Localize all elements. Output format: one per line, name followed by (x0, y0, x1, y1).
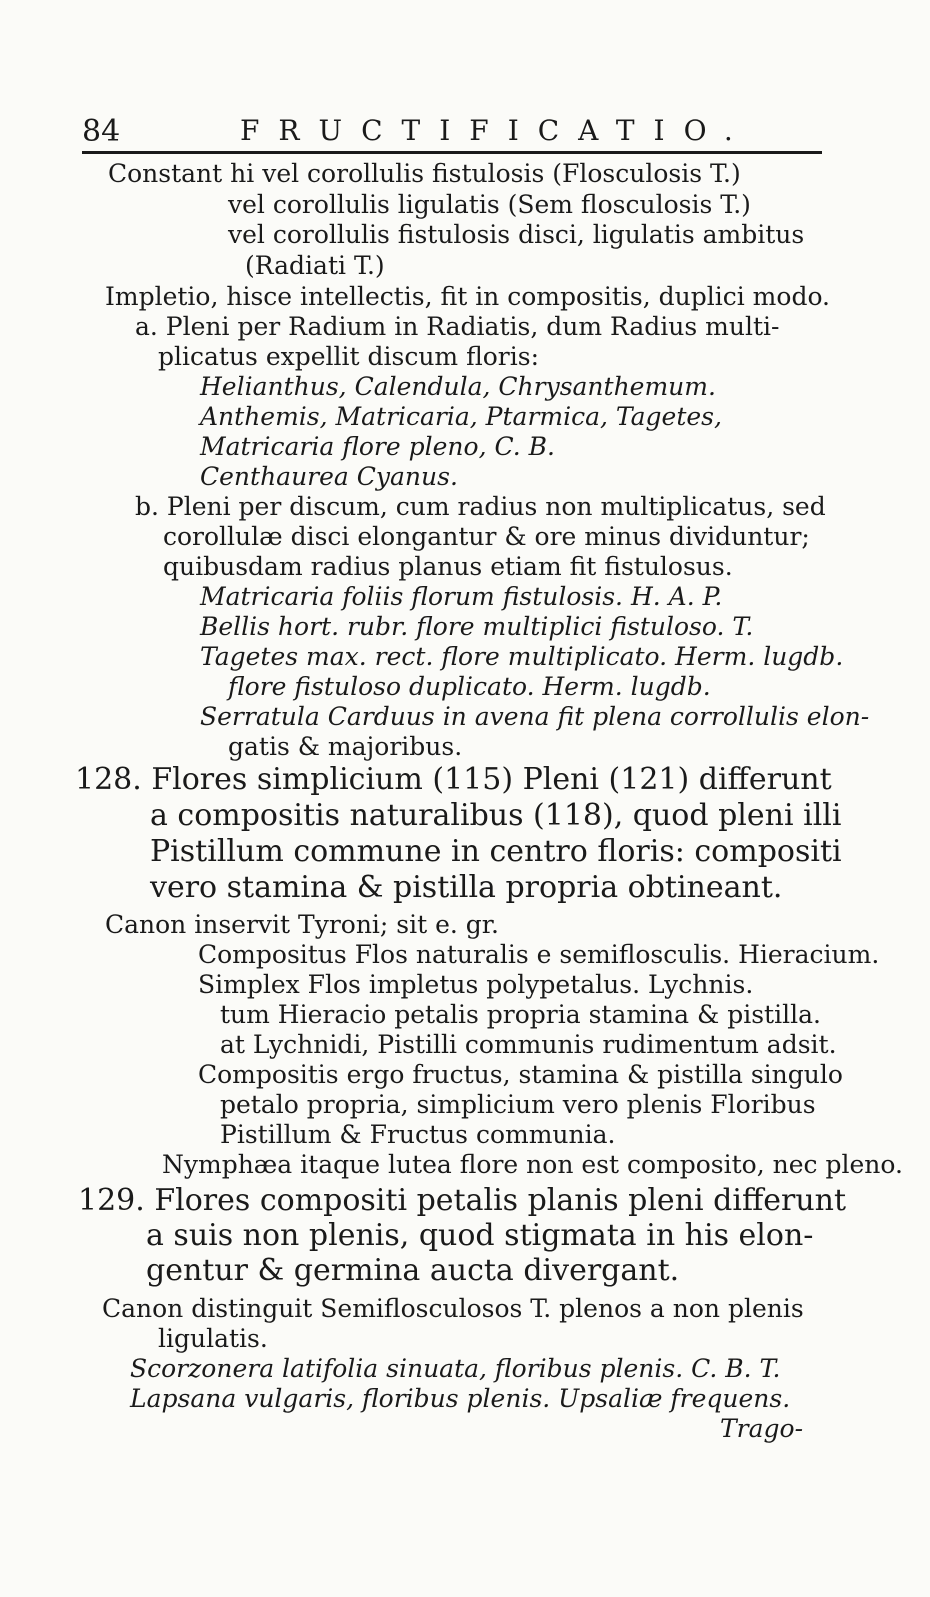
text-line: Matricaria flore pleno, C. B. (200, 432, 555, 461)
section-129-line: a suis non plenis, quod stigmata in his elon- (146, 1218, 814, 1253)
text-line: Constant hi vel corollulis fistulosis (Flosculosis T.) (108, 159, 741, 188)
section-128-line: vero stamina & pistilla propria obtineant. (150, 870, 783, 905)
text-line: Compositis ergo fructus, stamina & pistilla singulo (198, 1060, 843, 1089)
text-line: tum Hieracio petalis propria stamina & pistilla. (220, 1000, 821, 1029)
text-line: (Radiati T.) (245, 251, 385, 280)
text-line: quibusdam radius planus etiam fit fistulosus. (163, 552, 733, 581)
text-line: Anthemis, Matricaria, Ptarmica, Tagetes, (200, 402, 722, 431)
text-line: ligulatis. (158, 1324, 268, 1353)
section-128-line: Pistillum commune in centro floris: compositi (150, 834, 842, 869)
text-line: Simplex Flos impletus polypetalus. Lychnis. (198, 970, 754, 999)
text-line: Lapsana vulgaris, floribus plenis. Upsaliæ frequens. (130, 1384, 791, 1413)
text-line: Compositus Flos naturalis e semiflosculis. Hieracium. (198, 940, 880, 969)
text-line: Helianthus, Calendula, Chrysanthemum. (200, 372, 716, 401)
text-line: b. Pleni per discum, cum radius non multiplicatus, sed (135, 492, 826, 521)
section-128-line: a compositis naturalibus (118), quod pleni illi (150, 798, 842, 833)
text-line: vel corollulis ligulatis (Sem flosculosis T.) (228, 190, 751, 219)
text-line: a. Pleni per Radium in Radiatis, dum Radius multi- (135, 312, 780, 341)
text-line: gatis & majoribus. (228, 732, 463, 761)
header-rule (82, 151, 822, 154)
text-line: Nymphæa itaque lutea flore non est composito, nec pleno. (162, 1150, 903, 1179)
text-line: at Lychnidi, Pistilli communis rudimentum adsit. (220, 1030, 837, 1059)
text-line: Tagetes max. rect. flore multiplicato. Herm. lugdb. (200, 642, 844, 671)
text-line: Canon distinguit Semiflosculosos T. plenos a non plenis (102, 1294, 804, 1323)
text-line: Canon inservit Tyroni; sit e. gr. (105, 910, 499, 939)
text-line: petalo propria, simplicium vero plenis Floribus (220, 1090, 816, 1119)
running-title: FRUCTIFICATIO. (240, 114, 752, 147)
text-line: Serratula Carduus in avena fit plena corrollulis elon- (200, 702, 870, 731)
catchword: Trago- (720, 1414, 804, 1443)
text-line: Centhaurea Cyanus. (200, 462, 458, 491)
text-line: Bellis hort. rubr. flore multiplici fistuloso. T. (200, 612, 754, 641)
text-line: flore fistuloso duplicato. Herm. lugdb. (228, 672, 711, 701)
section-129-line: 129. Flores compositi petalis planis pleni differunt (78, 1183, 847, 1218)
section-129-line: gentur & germina aucta divergant. (146, 1253, 680, 1288)
page-number: 84 (82, 114, 121, 149)
text-line: Pistillum & Fructus communia. (220, 1120, 616, 1149)
text-line: Scorzonera latifolia sinuata, floribus plenis. C. B. T. (130, 1354, 781, 1383)
text-line: corollulæ disci elongantur & ore minus dividuntur; (163, 522, 810, 551)
text-line: vel corollulis fistulosis disci, ligulatis ambitus (228, 220, 805, 249)
section-128-line: 128. Flores simplicium (115) Pleni (121) differunt (75, 762, 832, 797)
text-line: plicatus expellit discum floris: (158, 342, 540, 371)
text-line: Impletio, hisce intellectis, fit in compositis, duplici modo. (105, 282, 830, 311)
text-line: Matricaria foliis florum fistulosis. H. A. P. (200, 582, 723, 611)
